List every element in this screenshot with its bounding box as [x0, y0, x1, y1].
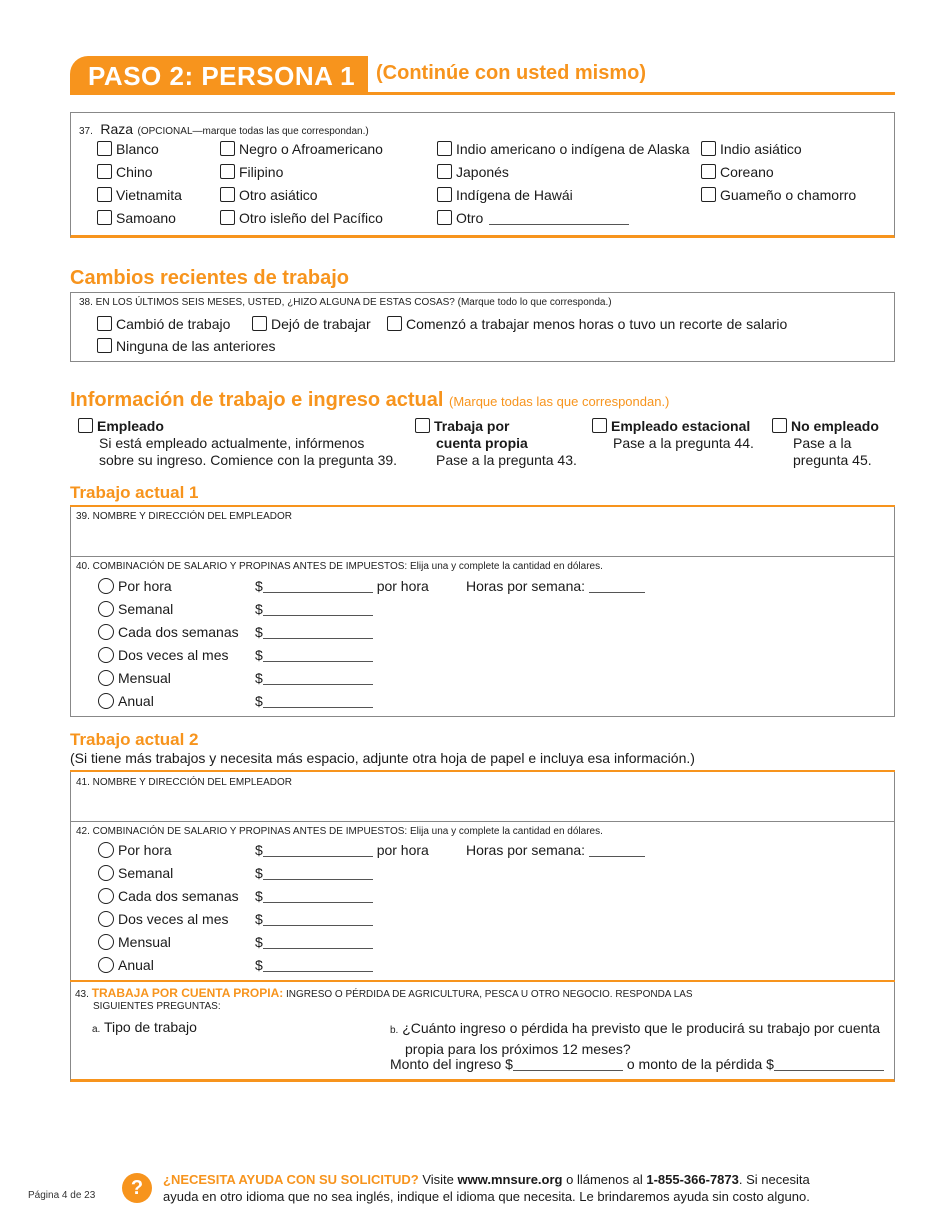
job1-wage-semimonthly[interactable]: Dos veces al mes	[98, 647, 228, 663]
job2-wage-label: 42. COMBINACIÓN DE SALARIO Y PROPINAS ANTES DE IMPUESTOS: Elija una y complete la cantidad en dólares.	[76, 826, 603, 837]
amount-input[interactable]	[263, 604, 373, 616]
radio[interactable]	[98, 934, 114, 950]
checkbox[interactable]	[437, 187, 452, 202]
job1-wage-biweekly[interactable]: Cada dos semanas	[98, 624, 239, 640]
amount-input[interactable]	[263, 581, 373, 593]
job2-amount-monthly[interactable]: $	[255, 934, 373, 950]
job2-wage-semimonthly[interactable]: Dos veces al mes	[98, 911, 228, 927]
race-question	[79, 121, 369, 139]
race-option-otro[interactable]: Otro	[437, 210, 629, 226]
checkbox[interactable]	[437, 141, 452, 156]
footer-help-text: ¿NECESITA AYUDA CON SU SOLICITUD? Visite www.mnsure.org o llámenos al 1-855-366-7873. Si necesita ayuda en otro idioma que no sea inglés, indique el idioma que necesita. Le brindaremos ayuda sin costo alguno.	[163, 1172, 810, 1204]
checkbox[interactable]	[97, 141, 112, 156]
amount-input[interactable]	[263, 868, 373, 880]
radio[interactable]	[98, 842, 114, 858]
self-q-b: b. ¿Cuánto ingreso o pérdida ha previsto que le producirá su trabajo por cuenta propia para los próximos 12 meses?	[390, 1020, 881, 1057]
checkbox[interactable]	[220, 141, 235, 156]
race-option-blanco[interactable]: Blanco	[97, 141, 159, 157]
checkbox[interactable]	[701, 141, 716, 156]
race-option-guameno[interactable]: Guameño o chamorro	[701, 187, 856, 203]
race-other-input[interactable]	[489, 213, 629, 225]
checkbox[interactable]	[701, 187, 716, 202]
hours-input[interactable]	[589, 581, 645, 593]
job1-divider	[71, 556, 894, 557]
job1-amount-weekly[interactable]: $	[255, 601, 373, 617]
job2-wage-biweekly[interactable]: Cada dos semanas	[98, 888, 239, 904]
status-unemployed[interactable]: No empleado Pase a la pregunta 45.	[772, 418, 879, 469]
help-website-link[interactable]: www.mnsure.org	[457, 1172, 563, 1187]
job1-wage-label: 40. COMBINACIÓN DE SALARIO Y PROPINAS ANTES DE IMPUESTOS: Elija una y complete la cantidad en dólares.	[76, 561, 603, 572]
job2-amount-biweekly[interactable]: $	[255, 888, 373, 904]
race-option-indio-americano[interactable]: Indio americano o indígena de Alaska	[437, 141, 690, 157]
radio[interactable]	[98, 693, 114, 709]
amount-input[interactable]	[263, 627, 373, 639]
job1-hours-per-week[interactable]: Horas por semana:	[466, 578, 645, 594]
checkbox[interactable]	[220, 210, 235, 225]
amount-input[interactable]	[263, 891, 373, 903]
job-change-option-fewer-hours[interactable]: Comenzó a trabajar menos horas o tuvo un recorte de salario	[387, 316, 787, 332]
status-seasonal[interactable]: Empleado estacional Pase a la pregunta 44.	[592, 418, 754, 452]
job1-employer-label: 39. NOMBRE Y DIRECCIÓN DEL EMPLEADOR	[76, 511, 292, 522]
job1-amount-monthly[interactable]: $	[255, 670, 373, 686]
job1-amount-biweekly[interactable]: $	[255, 624, 373, 640]
checkbox[interactable]	[387, 316, 402, 331]
job1-box	[70, 507, 895, 717]
job1-amount-annual[interactable]: $	[255, 693, 373, 709]
job-changes-title: Cambios recientes de trabajo	[70, 267, 349, 289]
job1-wage-weekly[interactable]: Semanal	[98, 601, 173, 617]
help-question-icon: ?	[122, 1173, 152, 1203]
job1-amount-semimonthly[interactable]: $	[255, 647, 373, 663]
status-self-employed[interactable]: Trabaja por cuenta propia Pase a la pregunta 43.	[415, 418, 577, 469]
radio[interactable]	[98, 865, 114, 881]
job2-amount-annual[interactable]: $	[255, 957, 373, 973]
job-change-option-changed[interactable]: Cambió de trabajo	[97, 316, 230, 332]
job-change-option-none[interactable]: Ninguna de las anteriores	[97, 338, 276, 354]
checkbox[interactable]	[252, 316, 267, 331]
loss-input[interactable]	[774, 1059, 884, 1071]
checkbox[interactable]	[97, 187, 112, 202]
race-option-filipino[interactable]: Filipino	[220, 164, 283, 180]
checkbox[interactable]	[701, 164, 716, 179]
race-option-otro-asiatico[interactable]: Otro asiático	[220, 187, 318, 203]
race-note: (OPCIONAL—marque todas las que correspondan.)	[137, 126, 369, 137]
job1-wage-annual[interactable]: Anual	[98, 693, 154, 709]
job-change-option-stopped[interactable]: Dejó de trabajar	[252, 316, 371, 332]
checkbox[interactable]	[220, 164, 235, 179]
job2-wage-hourly[interactable]: Por hora	[98, 842, 172, 858]
checkbox[interactable]	[415, 418, 430, 433]
race-option-negro[interactable]: Negro o Afroamericano	[220, 141, 383, 157]
amount-input[interactable]	[263, 650, 373, 662]
race-option-samoano[interactable]: Samoano	[97, 210, 176, 226]
radio[interactable]	[98, 957, 114, 973]
race-option-otro-isleno[interactable]: Otro isleño del Pacífico	[220, 210, 383, 226]
radio[interactable]	[98, 647, 114, 663]
checkbox[interactable]	[772, 418, 787, 433]
current-info-title: Información de trabajo e ingreso actual (Marque todas las que correspondan.)	[70, 389, 670, 411]
job2-wage-monthly[interactable]: Mensual	[98, 934, 171, 950]
amount-input[interactable]	[263, 914, 373, 926]
job-changes-question: 38. EN LOS ÚLTIMOS SEIS MESES, USTED, ¿HIZO ALGUNA DE ESTAS COSAS? (Marque todo lo que corresponda.)	[79, 297, 612, 308]
job1-title: Trabajo actual 1	[70, 483, 199, 502]
checkbox[interactable]	[97, 164, 112, 179]
hours-input[interactable]	[589, 845, 645, 857]
step-header-tab	[70, 56, 368, 94]
checkbox[interactable]	[437, 164, 452, 179]
job2-box	[70, 772, 895, 982]
amount-input[interactable]	[263, 845, 373, 857]
checkbox[interactable]	[220, 187, 235, 202]
job2-amount-hourly[interactable]: $ por hora	[255, 842, 429, 858]
job2-divider	[71, 821, 894, 822]
amount-input[interactable]	[263, 696, 373, 708]
job2-amount-semimonthly[interactable]: $	[255, 911, 373, 927]
radio[interactable]	[98, 888, 114, 904]
race-option-japones[interactable]: Japonés	[437, 164, 509, 180]
job1-wage-hourly[interactable]: Por hora	[98, 578, 172, 594]
race-option-indigena-hawai[interactable]: Indígena de Hawái	[437, 187, 573, 203]
radio[interactable]	[98, 624, 114, 640]
job2-employer-label: 41. NOMBRE Y DIRECCIÓN DEL EMPLEADOR	[76, 777, 292, 788]
job1-wage-monthly[interactable]: Mensual	[98, 670, 171, 686]
radio[interactable]	[98, 670, 114, 686]
radio[interactable]	[98, 601, 114, 617]
income-input[interactable]	[513, 1059, 623, 1071]
amount-input[interactable]	[263, 937, 373, 949]
job2-wage-weekly[interactable]: Semanal	[98, 865, 173, 881]
job2-wage-annual[interactable]: Anual	[98, 957, 154, 973]
status-employed[interactable]: Empleado Si está empleado actualmente, infórmenos sobre su ingreso. Comience con la pregunta 39.	[78, 418, 397, 469]
step-title: PASO 2: PERSONA 1	[88, 61, 356, 91]
radio[interactable]	[98, 578, 114, 594]
page-number: Página 4 de 23	[28, 1190, 96, 1201]
race-option-vietnamita[interactable]: Vietnamita	[97, 187, 182, 203]
step-subtitle: (Continúe con usted mismo)	[376, 62, 646, 84]
header-rule	[70, 92, 895, 95]
job2-amount-weekly[interactable]: $	[255, 865, 373, 881]
checkbox[interactable]	[592, 418, 607, 433]
race-option-indio-asiatico[interactable]: Indio asiático	[701, 141, 802, 157]
checkbox[interactable]	[437, 210, 452, 225]
checkbox[interactable]	[97, 338, 112, 353]
job1-amount-hourly[interactable]: $ por hora	[255, 578, 429, 594]
self-income-amount[interactable]: Monto del ingreso $ o monto de la pérdida $	[390, 1056, 884, 1072]
amount-input[interactable]	[263, 673, 373, 685]
race-label: Raza	[100, 121, 134, 137]
checkbox[interactable]	[78, 418, 93, 433]
help-phone[interactable]: 1-855-366-7873	[646, 1172, 739, 1187]
current-info-note: (Marque todas las que correspondan.)	[448, 394, 670, 409]
radio[interactable]	[98, 911, 114, 927]
job2-hours-per-week[interactable]: Horas por semana:	[466, 842, 645, 858]
checkbox[interactable]	[97, 210, 112, 225]
self-q-a: a. Tipo de trabajo	[92, 1019, 197, 1035]
amount-input[interactable]	[263, 960, 373, 972]
job2-note: (Si tiene más trabajos y necesita más espacio, adjunte otra hoja de papel e incluya esa información.)	[70, 750, 695, 766]
race-option-chino[interactable]: Chino	[97, 164, 153, 180]
race-option-coreano[interactable]: Coreano	[701, 164, 774, 180]
self-employment-question: 43. TRABAJA POR CUENTA PROPIA: INGRESO O PÉRDIDA DE AGRICULTURA, PESCA U OTRO NEGOCIO. RESPONDA LAS SIGUIENTES PREGUNTAS:	[75, 986, 693, 1012]
checkbox[interactable]	[97, 316, 112, 331]
race-number: 37.	[79, 126, 93, 137]
job2-title: Trabajo actual 2	[70, 730, 199, 749]
